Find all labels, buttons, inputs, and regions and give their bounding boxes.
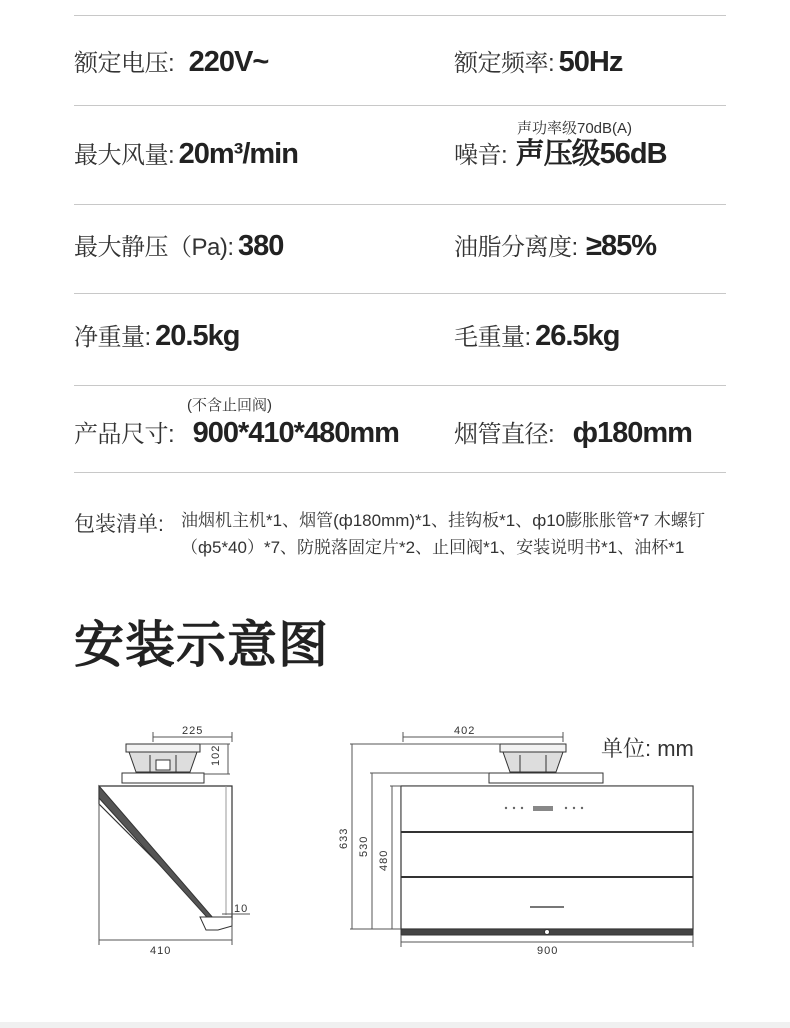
size-note: (不含止回阀) (187, 397, 272, 414)
packing-line-1: 油烟机主机*1、烟管(ф180mm)*1、挂钩板*1、ф10膨胀胀管*7 木螺钉 (181, 511, 705, 530)
packing-line-2: （ф5*40）*7、防脱落固定片*2、止回阀*1、安装说明书*1、油杯*1 (181, 538, 685, 557)
noise-note: 声功率级70dB(A) (517, 120, 633, 137)
dim-front-h-body: 480 (378, 849, 390, 871)
spec-frequency (454, 48, 622, 77)
dim-front-width: 900 (537, 945, 559, 957)
spec-value: 380 (237, 230, 284, 262)
dim-side-lip: 10 (234, 903, 249, 915)
row-divider (74, 105, 726, 106)
spec-value: ≥85% (586, 230, 657, 262)
spec-value: 声压级56dB (515, 138, 667, 170)
spec-value: 20m³/min (178, 138, 298, 170)
spec-label: 净重量: (74, 324, 151, 351)
dim-front-h-mid: 530 (358, 835, 370, 857)
dim-side-top-height: 102 (210, 744, 222, 766)
section-title: 安装示意图 (74, 617, 329, 673)
front-view (350, 732, 693, 947)
dim-side-bottom-width: 410 (150, 945, 172, 957)
spec-net-weight (74, 322, 239, 351)
spec-label: 毛重量: (454, 324, 531, 351)
spec-grease (454, 232, 656, 261)
row-divider (74, 204, 726, 205)
side-view (99, 732, 250, 945)
spec-value: ф180mm (572, 417, 692, 449)
dim-side-top-width: 225 (182, 725, 204, 737)
spec-label: 噪音: (454, 142, 508, 169)
spec-size (74, 419, 399, 448)
dim-front-top-width: 402 (454, 725, 476, 737)
spec-airflow (74, 140, 298, 169)
spec-value: 26.5kg (535, 320, 620, 352)
spec-label: 烟管直径: (454, 421, 555, 448)
unit-label: 单位: mm (601, 736, 694, 761)
spec-voltage (74, 48, 268, 77)
spec-value: 900*410*480mm (192, 417, 399, 449)
spec-label: 最大静压（Pa): (74, 234, 234, 261)
row-divider (74, 472, 726, 473)
spec-static-pressure (74, 232, 283, 261)
spec-label: 油脂分离度: (454, 234, 578, 261)
bottom-bar (0, 1022, 790, 1028)
table-top-divider (74, 15, 726, 16)
spec-label: 产品尺寸: (74, 421, 175, 448)
spec-label: 额定电压: (74, 50, 175, 77)
spec-gross-weight (454, 322, 619, 351)
spec-value: 50Hz (558, 46, 623, 78)
spec-label: 额定频率: (454, 50, 555, 77)
spec-label: 最大风量: (74, 142, 175, 169)
spec-noise (454, 140, 667, 169)
spec-value: 20.5kg (155, 320, 240, 352)
spec-value: 220V~ (188, 46, 269, 78)
dim-front-h-total: 633 (338, 827, 350, 849)
row-divider (74, 385, 726, 386)
dimension-labels (150, 725, 558, 957)
spec-duct (454, 419, 692, 448)
row-divider (74, 293, 726, 294)
packing-label: 包装清单: (74, 513, 164, 536)
